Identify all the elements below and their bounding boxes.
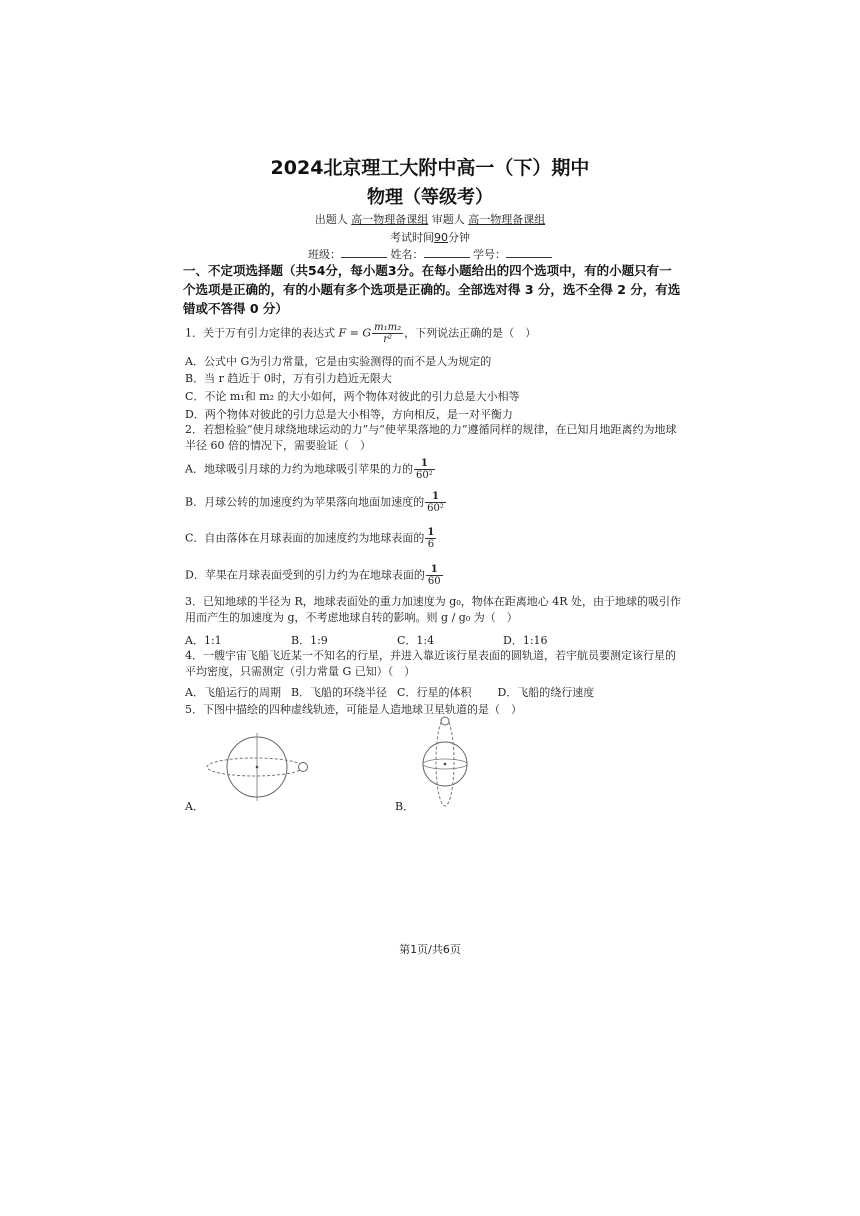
section-heading: 一、不定项选择题（共54分，每小题3分。在每小题给出的四个选项中，有的小题只有一个选项是正确的，有的小题有多个选项是正确的。全部选对得 3 分，选不全得 2 分，有选错或不答得 0 分） — [183, 263, 681, 316]
q1-stem-text: 1．关于万有引力定律的表达式 — [185, 326, 335, 340]
q3-option-c[interactable]: C．1:4 — [397, 634, 435, 647]
setter-line — [0, 211, 860, 227]
q5-figure-a-label: A． — [185, 800, 204, 813]
q5-figure-a[interactable] — [200, 730, 325, 810]
q2-c-den: 6 — [427, 539, 435, 550]
q1-formula-num: m₁m₂ — [374, 322, 402, 333]
earth-center-b — [444, 763, 447, 766]
q2-b-den: 60² — [427, 503, 444, 514]
name-label: 姓名： — [390, 248, 424, 261]
q2-option-d-fraction — [426, 564, 443, 587]
q4-option-b[interactable]: B．飞船的环绕半径 — [290, 686, 388, 699]
time-value: 90 — [434, 231, 448, 244]
name-blank[interactable] — [424, 246, 470, 258]
q4-option-a[interactable]: A．飞船运行的周期 — [185, 686, 281, 699]
exam-time-line — [0, 229, 860, 245]
q5-figure-b[interactable] — [412, 712, 482, 812]
q3-option-a[interactable]: A．1:1 — [185, 634, 222, 647]
earth-center-a — [256, 766, 259, 769]
q2-option-d[interactable] — [185, 564, 444, 587]
q1-option-c[interactable]: C．不论 m₁和 m₂ 的大小如何，两个物体对彼此的引力总是大小相等 — [185, 390, 520, 403]
q2-option-c[interactable] — [185, 527, 437, 550]
exam-title: 2024北京理工大附中高一（下）期中 — [270, 157, 590, 179]
student-info-line — [0, 246, 860, 262]
q5-figure-b-label: B． — [395, 800, 415, 813]
q2-option-a-text: A．地球吸引月球的力约为地球吸引苹果的力的 — [185, 462, 413, 476]
reviewer-name: 高一物理备课组 — [468, 213, 546, 226]
q1-stem — [185, 322, 536, 345]
q1-formula-fraction — [372, 322, 403, 345]
id-label: 学号： — [473, 248, 506, 261]
q2-b-num: 1 — [425, 491, 446, 503]
q1-option-d[interactable]: D．两个物体对彼此的引力总是大小相等，方向相反，是一对平衡力 — [185, 408, 513, 421]
q2-option-b[interactable] — [185, 491, 447, 514]
q2-d-den: 60 — [427, 576, 441, 587]
id-blank[interactable] — [506, 246, 552, 258]
orbit-ellipse-a — [207, 758, 303, 776]
q2-option-b-fraction — [425, 491, 446, 514]
q4-option-c[interactable]: C．行星的体积 — [397, 686, 472, 699]
exam-subject: 物理（等级考） — [367, 187, 493, 208]
setter-label: 出题人 — [314, 213, 348, 226]
q2-option-c-fraction — [425, 527, 436, 550]
q3-option-d[interactable]: D．1:16 — [503, 634, 548, 647]
q2-a-den: 60² — [415, 470, 433, 481]
q1-option-b[interactable]: B．当 r 趋近于 0时，万有引力趋近无限大 — [185, 372, 392, 385]
q2-option-a-fraction — [414, 458, 435, 481]
time-suffix: 分钟 — [448, 231, 470, 244]
q4-option-d[interactable]: D．飞船的绕行速度 — [497, 686, 595, 699]
q3-options — [185, 632, 609, 648]
q1-formula-lhs: F = G — [338, 326, 372, 340]
reviewer-label: 审题人 — [431, 213, 465, 226]
q3-stem: 3．已知地球的半径为 R，地球表面处的重力加速度为 g₀，物体在距离地心 4R 处，由于地球的吸引作用而产生的加速度为 g，不考虑地球自转的影响。则 g / g₀ 为（ ） — [185, 595, 681, 624]
q2-option-c-text: C．自由落体在月球表面的加速度约为地球表面的 — [185, 531, 425, 545]
q3-option-b[interactable]: B．1:9 — [291, 634, 328, 647]
satellite-b — [441, 717, 449, 725]
orbit-ellipse-b — [436, 718, 454, 806]
time-prefix: 考试时间 — [390, 231, 434, 244]
q1-option-a[interactable]: A．公式中 G为引力常量，它是由实验测得的而不是人为规定的 — [185, 355, 492, 368]
q2-option-a[interactable] — [185, 458, 436, 481]
class-blank[interactable] — [341, 246, 387, 258]
q2-d-num: 1 — [426, 564, 443, 576]
setter-name: 高一物理备课组 — [351, 213, 429, 226]
q1-formula-den: r² — [383, 334, 393, 345]
q5-stem: 5．下图中描绘的四种虚线轨迹，可能是人造地球卫星轨道的是（ ） — [185, 703, 522, 716]
satellite-a — [299, 763, 308, 772]
q1-stem-post: ，下列说法正确的是（ ） — [404, 326, 537, 340]
class-label: 班级： — [308, 248, 341, 261]
q2-c-num: 1 — [427, 527, 435, 538]
page-footer: 第1页/共6页 — [399, 943, 461, 956]
q2-option-b-text: B．月球公转的加速度约为苹果落向地面加速度的 — [185, 495, 425, 509]
q4-stem: 4．一艘宇宙飞船飞近某一不知名的行星，并进入靠近该行星表面的圆轨道，若宇航员要测定该行星的平均密度，只需测定（引力常量 G 已知）（ ） — [185, 649, 676, 678]
q4-options — [185, 684, 604, 700]
q2-stem: 2．若想检验“使月球绕地球运动的力”与“使苹果落地的力”遵循同样的规律，在已知月地距离约为地球半径 60 倍的情况下，需要验证（ ） — [185, 423, 677, 452]
q2-option-d-text: D．苹果在月球表面受到的引力约为在地球表面的 — [185, 568, 425, 582]
q2-a-num: 1 — [414, 458, 435, 470]
